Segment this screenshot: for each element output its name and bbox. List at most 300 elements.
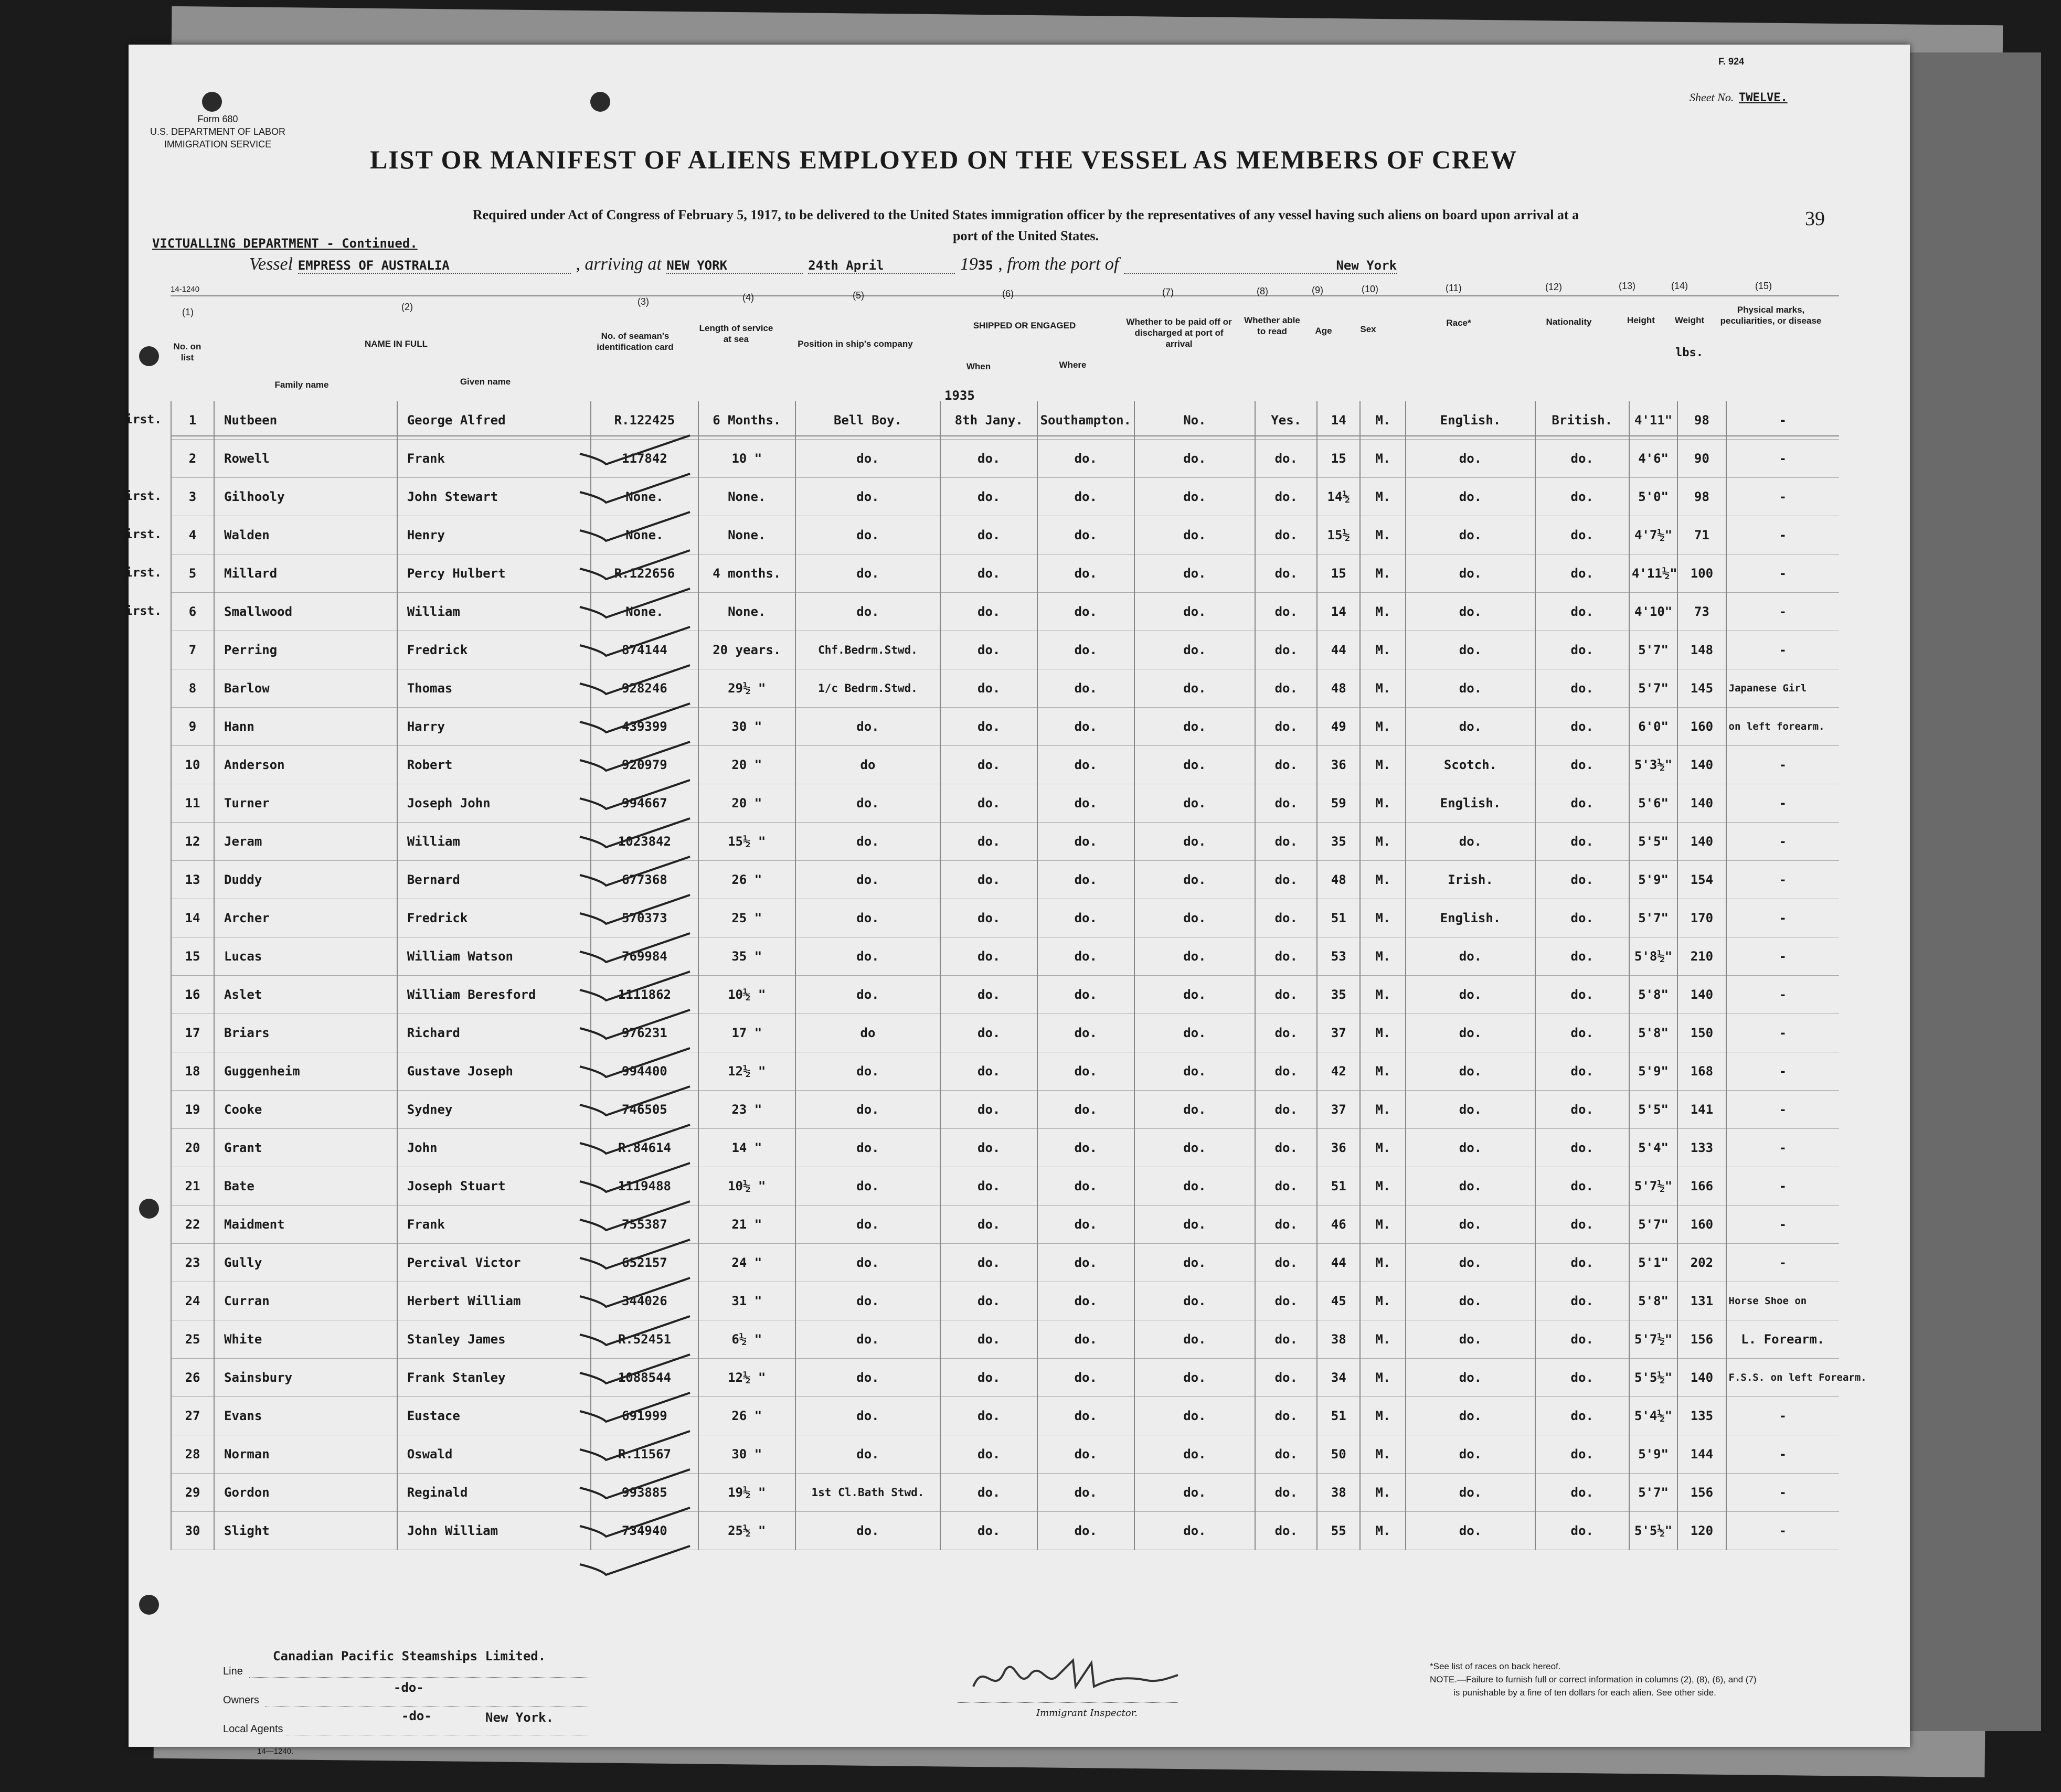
height: 5'6" bbox=[1629, 784, 1677, 823]
id-card-number: R.11567 bbox=[591, 1435, 698, 1474]
paid-off: do. bbox=[1134, 1052, 1256, 1091]
id-card-number: 117842 bbox=[591, 440, 698, 478]
arriving-label: , arriving at bbox=[576, 254, 662, 274]
note-races: *See list of races on back hereof. bbox=[1430, 1661, 1561, 1671]
position: Chf.Bedrm.Stwd. bbox=[795, 631, 941, 669]
height: 4'6" bbox=[1629, 440, 1677, 478]
able-to-read: do. bbox=[1255, 1091, 1317, 1129]
given-name: Joseph Stuart bbox=[397, 1167, 591, 1206]
pen-check-mark bbox=[580, 665, 690, 694]
age: 35 bbox=[1317, 976, 1360, 1014]
first-class-mark: First. bbox=[118, 528, 162, 541]
paid-off: do. bbox=[1134, 554, 1256, 593]
paid-off: do. bbox=[1134, 1167, 1256, 1206]
nationality: do. bbox=[1535, 1014, 1629, 1052]
age: 44 bbox=[1317, 631, 1360, 669]
shipped-where: do. bbox=[1037, 631, 1134, 669]
physical-marks: - bbox=[1726, 631, 1839, 669]
able-to-read: do. bbox=[1255, 899, 1317, 937]
shipped-when: do. bbox=[940, 669, 1037, 708]
col-2-number: (2) bbox=[401, 302, 413, 312]
given-name: Harry bbox=[397, 708, 591, 746]
list-number: 3 bbox=[171, 478, 214, 516]
paid-off: do. bbox=[1134, 1320, 1256, 1359]
list-number: 16 bbox=[171, 976, 214, 1014]
sex: M. bbox=[1360, 440, 1406, 478]
age: 48 bbox=[1317, 669, 1360, 708]
pen-check-marks bbox=[569, 438, 706, 1592]
nationality: do. bbox=[1535, 1397, 1629, 1435]
race: do. bbox=[1406, 1359, 1535, 1397]
age: 50 bbox=[1317, 1435, 1360, 1474]
given-name: Frank bbox=[397, 440, 591, 478]
form-number: Form 680 bbox=[197, 114, 238, 124]
shipped-when: do. bbox=[940, 631, 1037, 669]
shipped-where: do. bbox=[1037, 1244, 1134, 1282]
list-number: 4 bbox=[171, 516, 214, 554]
col-4-number: (4) bbox=[742, 292, 754, 303]
table-row bbox=[171, 1282, 1839, 1320]
length-of-service: 30 " bbox=[698, 708, 795, 746]
pen-check-mark bbox=[580, 895, 690, 924]
physical-marks: - bbox=[1726, 823, 1839, 861]
age: 14½ bbox=[1317, 478, 1360, 516]
col-14-number: (14) bbox=[1671, 281, 1688, 291]
family-name: Slight bbox=[214, 1512, 397, 1550]
given-name: Fredrick bbox=[397, 899, 591, 937]
physical-marks: - bbox=[1726, 1435, 1839, 1474]
first-class-mark: First. bbox=[118, 604, 162, 618]
height: 5'9" bbox=[1629, 1435, 1677, 1474]
physical-marks: - bbox=[1726, 746, 1839, 784]
first-class-mark: First. bbox=[118, 489, 162, 503]
list-number: 2 bbox=[171, 440, 214, 478]
agents-value: -do- bbox=[401, 1709, 432, 1723]
length-of-service: 31 " bbox=[698, 1282, 795, 1320]
length-of-service: 17 " bbox=[698, 1014, 795, 1052]
pen-check-mark bbox=[580, 1086, 690, 1115]
able-to-read: do. bbox=[1255, 861, 1317, 899]
race: do. bbox=[1406, 1014, 1535, 1052]
position: do. bbox=[795, 478, 941, 516]
sex: M. bbox=[1360, 746, 1406, 784]
table-row bbox=[171, 1397, 1839, 1435]
family-name: Barlow bbox=[214, 669, 397, 708]
family-name: Anderson bbox=[214, 746, 397, 784]
length-of-service: 6½ " bbox=[698, 1320, 795, 1359]
id-card-number: R.122656 bbox=[591, 554, 698, 593]
paid-off: do. bbox=[1134, 708, 1256, 746]
shipped-when: do. bbox=[940, 746, 1037, 784]
sex: M. bbox=[1360, 1129, 1406, 1167]
length-of-service: 24 " bbox=[698, 1244, 795, 1282]
list-number: 23 bbox=[171, 1244, 214, 1282]
form-code-bottom: 14—1240. bbox=[257, 1747, 294, 1756]
table-row bbox=[171, 478, 1839, 516]
paid-off: do. bbox=[1134, 516, 1256, 554]
age: 45 bbox=[1317, 1282, 1360, 1320]
shipped-when: do. bbox=[940, 708, 1037, 746]
race: do. bbox=[1406, 478, 1535, 516]
length-of-service: 26 " bbox=[698, 1397, 795, 1435]
sex: M. bbox=[1360, 1512, 1406, 1550]
given-name: Henry bbox=[397, 516, 591, 554]
physical-marks: Japanese Girl bbox=[1726, 669, 1839, 708]
nationality: do. bbox=[1535, 708, 1629, 746]
paid-off: do. bbox=[1134, 669, 1256, 708]
f-number: F. 924 bbox=[1718, 56, 1745, 67]
year: 35 bbox=[978, 258, 993, 273]
length-of-service: None. bbox=[698, 478, 795, 516]
table-row bbox=[171, 784, 1839, 823]
able-to-read: do. bbox=[1255, 1359, 1317, 1397]
age: 51 bbox=[1317, 1167, 1360, 1206]
nationality: do. bbox=[1535, 1474, 1629, 1512]
paid-off: do. bbox=[1134, 1091, 1256, 1129]
shipped-where: do. bbox=[1037, 1435, 1134, 1474]
height: 5'8" bbox=[1629, 1014, 1677, 1052]
able-to-read: do. bbox=[1255, 669, 1317, 708]
shipped-where: do. bbox=[1037, 746, 1134, 784]
pen-check-mark bbox=[580, 435, 690, 464]
paid-off: do. bbox=[1134, 1129, 1256, 1167]
weight: 100 bbox=[1677, 554, 1726, 593]
subtitle-line-1: Required under Act of Congress of February 5, 1917, to be delivered to the United States immigration officer by the representatives of any vessel having such aliens on board upon arrival at a bbox=[472, 207, 1579, 222]
shipped-when: do. bbox=[940, 784, 1037, 823]
sex: M. bbox=[1360, 1397, 1406, 1435]
race: Scotch. bbox=[1406, 746, 1535, 784]
height: 5'5½" bbox=[1629, 1359, 1677, 1397]
shipped-where: do. bbox=[1037, 1091, 1134, 1129]
pen-check-mark bbox=[580, 1278, 690, 1307]
physical-marks: - bbox=[1726, 1129, 1839, 1167]
position: do. bbox=[795, 784, 941, 823]
race: do. bbox=[1406, 1320, 1535, 1359]
able-to-read: do. bbox=[1255, 1206, 1317, 1244]
pen-check-mark bbox=[580, 1125, 690, 1154]
col-height: Height bbox=[1627, 315, 1655, 325]
table-row bbox=[171, 593, 1839, 631]
able-to-read: do. bbox=[1255, 708, 1317, 746]
length-of-service: 19½ " bbox=[698, 1474, 795, 1512]
position: do. bbox=[795, 1359, 941, 1397]
position: do. bbox=[795, 1244, 941, 1282]
id-card-number: 677368 bbox=[591, 861, 698, 899]
pen-check-mark bbox=[580, 1393, 690, 1422]
table-row bbox=[171, 554, 1839, 593]
given-name: Richard bbox=[397, 1014, 591, 1052]
family-name: Archer bbox=[214, 899, 397, 937]
list-number: 12 bbox=[171, 823, 214, 861]
table-row bbox=[171, 823, 1839, 861]
paid-off: do. bbox=[1134, 1014, 1256, 1052]
physical-marks: - bbox=[1726, 899, 1839, 937]
age: 15 bbox=[1317, 554, 1360, 593]
family-name: Grant bbox=[214, 1129, 397, 1167]
given-name: William bbox=[397, 593, 591, 631]
nationality: do. bbox=[1535, 1129, 1629, 1167]
col-10-number: (10) bbox=[1362, 284, 1379, 294]
vessel-line bbox=[249, 254, 1397, 274]
col-weight-unit: lbs. bbox=[1675, 346, 1703, 359]
nationality: do. bbox=[1535, 1244, 1629, 1282]
weight: 148 bbox=[1677, 631, 1726, 669]
pen-check-mark bbox=[580, 1469, 690, 1498]
pen-check-mark bbox=[580, 1240, 690, 1268]
list-number: 28 bbox=[171, 1435, 214, 1474]
weight: 160 bbox=[1677, 708, 1726, 746]
list-number: 9 bbox=[171, 708, 214, 746]
age: 14 bbox=[1317, 401, 1360, 440]
physical-marks: Horse Shoe on bbox=[1726, 1282, 1839, 1320]
id-card-number: None. bbox=[591, 516, 698, 554]
sheet-number: TWELVE. bbox=[1738, 91, 1788, 104]
given-name: William bbox=[397, 823, 591, 861]
weight: 202 bbox=[1677, 1244, 1726, 1282]
from-port-label: , from the port of bbox=[998, 254, 1119, 274]
table-row bbox=[171, 401, 1839, 440]
nationality: do. bbox=[1535, 631, 1629, 669]
shipped-when: do. bbox=[940, 976, 1037, 1014]
height: 5'4½" bbox=[1629, 1397, 1677, 1435]
age: 35 bbox=[1317, 823, 1360, 861]
family-name: Maidment bbox=[214, 1206, 397, 1244]
punch-hole bbox=[139, 346, 159, 366]
shipped-where: do. bbox=[1037, 1014, 1134, 1052]
id-card-number: R.122425 bbox=[591, 401, 698, 440]
physical-marks: L. Forearm. bbox=[1726, 1320, 1839, 1359]
list-number: 29 bbox=[171, 1474, 214, 1512]
position: 1/c Bedrm.Stwd. bbox=[795, 669, 941, 708]
position: 1st Cl.Bath Stwd. bbox=[795, 1474, 941, 1512]
col-7-number: (7) bbox=[1162, 287, 1174, 297]
id-card-number: 691999 bbox=[591, 1397, 698, 1435]
paid-off: do. bbox=[1134, 823, 1256, 861]
position: do. bbox=[795, 1052, 941, 1091]
pen-check-mark bbox=[580, 1010, 690, 1039]
list-number: 19 bbox=[171, 1091, 214, 1129]
shipped-when: do. bbox=[940, 1244, 1037, 1282]
length-of-service: 15½ " bbox=[698, 823, 795, 861]
height: 5'7" bbox=[1629, 1474, 1677, 1512]
col-3-number: (3) bbox=[638, 296, 649, 307]
length-of-service: 14 " bbox=[698, 1129, 795, 1167]
weight: 140 bbox=[1677, 784, 1726, 823]
given-name: Frank bbox=[397, 1206, 591, 1244]
shipped-where: do. bbox=[1037, 899, 1134, 937]
physical-marks: on left forearm. bbox=[1726, 708, 1839, 746]
sex: M. bbox=[1360, 401, 1406, 440]
height: 5'0" bbox=[1629, 478, 1677, 516]
list-number: 20 bbox=[171, 1129, 214, 1167]
pen-check-mark bbox=[580, 474, 690, 503]
paid-off: do. bbox=[1134, 440, 1256, 478]
shipped-when: do. bbox=[940, 1435, 1037, 1474]
height: 5'7" bbox=[1629, 899, 1677, 937]
race: English. bbox=[1406, 401, 1535, 440]
given-name: George Alfred bbox=[397, 401, 591, 440]
age: 38 bbox=[1317, 1474, 1360, 1512]
family-name: Gordon bbox=[214, 1474, 397, 1512]
nationality: do. bbox=[1535, 1091, 1629, 1129]
physical-marks: - bbox=[1726, 516, 1839, 554]
age: 42 bbox=[1317, 1052, 1360, 1091]
able-to-read: do. bbox=[1255, 516, 1317, 554]
length-of-service: 25½ " bbox=[698, 1512, 795, 1550]
race: English. bbox=[1406, 784, 1535, 823]
family-name: Bate bbox=[214, 1167, 397, 1206]
shipped-when: do. bbox=[940, 937, 1037, 976]
pen-check-mark bbox=[580, 818, 690, 847]
arrival-date: 24th April bbox=[808, 258, 955, 274]
shipped-where: do. bbox=[1037, 478, 1134, 516]
pen-check-mark bbox=[580, 1508, 690, 1537]
able-to-read: do. bbox=[1255, 1512, 1317, 1550]
physical-marks: - bbox=[1726, 554, 1839, 593]
nationality: do. bbox=[1535, 1320, 1629, 1359]
col-5-number: (5) bbox=[853, 290, 864, 301]
id-card-number: 439399 bbox=[591, 708, 698, 746]
family-name: Briars bbox=[214, 1014, 397, 1052]
weight: 71 bbox=[1677, 516, 1726, 554]
shipped-when: do. bbox=[940, 516, 1037, 554]
paid-off: do. bbox=[1134, 861, 1256, 899]
family-name: Smallwood bbox=[214, 593, 397, 631]
col-family-name: Family name bbox=[274, 380, 329, 390]
shipped-year: 1935 bbox=[944, 388, 975, 403]
shipped-where: do. bbox=[1037, 937, 1134, 976]
from-port: New York bbox=[1124, 258, 1397, 274]
weight: 156 bbox=[1677, 1320, 1726, 1359]
sex: M. bbox=[1360, 1052, 1406, 1091]
nationality: do. bbox=[1535, 669, 1629, 708]
shipped-where: do. bbox=[1037, 1282, 1134, 1320]
age: 44 bbox=[1317, 1244, 1360, 1282]
shipped-where: do. bbox=[1037, 1512, 1134, 1550]
col-race: Race* bbox=[1446, 318, 1471, 328]
given-name: Oswald bbox=[397, 1435, 591, 1474]
weight: 145 bbox=[1677, 669, 1726, 708]
col-shipped: SHIPPED OR ENGAGED bbox=[973, 321, 1076, 330]
shipped-where: do. bbox=[1037, 1359, 1134, 1397]
position: do. bbox=[795, 1091, 941, 1129]
length-of-service: 30 " bbox=[698, 1435, 795, 1474]
physical-marks: - bbox=[1726, 1206, 1839, 1244]
pen-check-mark bbox=[580, 742, 690, 771]
shipped-where: do. bbox=[1037, 1320, 1134, 1359]
length-of-service: 10½ " bbox=[698, 1167, 795, 1206]
table-row bbox=[171, 1359, 1839, 1397]
height: 5'7" bbox=[1629, 631, 1677, 669]
col-physical-marks: Physical marks, peculiarities, or disease bbox=[1720, 305, 1822, 326]
able-to-read: do. bbox=[1255, 1129, 1317, 1167]
weight: 140 bbox=[1677, 746, 1726, 784]
family-name: Lucas bbox=[214, 937, 397, 976]
id-card-number: 746505 bbox=[591, 1091, 698, 1129]
col-weight: Weight bbox=[1674, 315, 1705, 325]
shipped-when: do. bbox=[940, 861, 1037, 899]
list-number: 24 bbox=[171, 1282, 214, 1320]
height: 5'3½" bbox=[1629, 746, 1677, 784]
col-id-card: No. of seaman's identification card bbox=[597, 331, 674, 352]
id-card-number: 570373 bbox=[591, 899, 698, 937]
line-value: Canadian Pacific Steamships Limited. bbox=[273, 1649, 546, 1663]
table-row bbox=[171, 1091, 1839, 1129]
family-name: Perring bbox=[214, 631, 397, 669]
length-of-service: 12½ " bbox=[698, 1052, 795, 1091]
sex: M. bbox=[1360, 516, 1406, 554]
sex: M. bbox=[1360, 708, 1406, 746]
age: 37 bbox=[1317, 1091, 1360, 1129]
physical-marks: - bbox=[1726, 976, 1839, 1014]
physical-marks: - bbox=[1726, 1014, 1839, 1052]
able-to-read: do. bbox=[1255, 1014, 1317, 1052]
id-card-number: 920979 bbox=[591, 746, 698, 784]
height: 4'11½" bbox=[1629, 554, 1677, 593]
given-name: Frank Stanley bbox=[397, 1359, 591, 1397]
length-of-service: 20 years. bbox=[698, 631, 795, 669]
shipped-where: do. bbox=[1037, 1167, 1134, 1206]
owners-value: -do- bbox=[394, 1680, 424, 1695]
list-number: 10 bbox=[171, 746, 214, 784]
table-row bbox=[171, 1512, 1839, 1550]
table-row bbox=[171, 669, 1839, 708]
race: do. bbox=[1406, 516, 1535, 554]
sex: M. bbox=[1360, 823, 1406, 861]
position: do. bbox=[795, 1206, 941, 1244]
height: 4'11" bbox=[1629, 401, 1677, 440]
nationality: do. bbox=[1535, 516, 1629, 554]
physical-marks: - bbox=[1726, 1397, 1839, 1435]
paid-off: do. bbox=[1134, 1244, 1256, 1282]
length-of-service: 21 " bbox=[698, 1206, 795, 1244]
length-of-service: 20 " bbox=[698, 746, 795, 784]
paid-off: do. bbox=[1134, 631, 1256, 669]
nationality: do. bbox=[1535, 554, 1629, 593]
family-name: Gilhooly bbox=[214, 478, 397, 516]
weight: 90 bbox=[1677, 440, 1726, 478]
family-name: Turner bbox=[214, 784, 397, 823]
id-card-number: 755387 bbox=[591, 1206, 698, 1244]
length-of-service: 26 " bbox=[698, 861, 795, 899]
id-card-number: 993885 bbox=[591, 1474, 698, 1512]
able-to-read: do. bbox=[1255, 1052, 1317, 1091]
length-of-service: None. bbox=[698, 516, 795, 554]
sex: M. bbox=[1360, 937, 1406, 976]
nationality: do. bbox=[1535, 593, 1629, 631]
shipped-where: do. bbox=[1037, 593, 1134, 631]
table-row bbox=[171, 1014, 1839, 1052]
id-card-number: R.84614 bbox=[591, 1129, 698, 1167]
table-row bbox=[171, 937, 1839, 976]
list-number: 6 bbox=[171, 593, 214, 631]
family-name: Sainsbury bbox=[214, 1359, 397, 1397]
table-row bbox=[171, 440, 1839, 478]
race: do. bbox=[1406, 1435, 1535, 1474]
position: do. bbox=[795, 440, 941, 478]
family-name: White bbox=[214, 1320, 397, 1359]
sex: M. bbox=[1360, 1167, 1406, 1206]
family-name: Hann bbox=[214, 708, 397, 746]
nationality: do. bbox=[1535, 1435, 1629, 1474]
race: Irish. bbox=[1406, 861, 1535, 899]
col-1-number: (1) bbox=[182, 307, 194, 317]
given-name: Bernard bbox=[397, 861, 591, 899]
family-name: Aslet bbox=[214, 976, 397, 1014]
pen-check-mark bbox=[580, 589, 690, 617]
race: do. bbox=[1406, 976, 1535, 1014]
shipped-when: do. bbox=[940, 1397, 1037, 1435]
